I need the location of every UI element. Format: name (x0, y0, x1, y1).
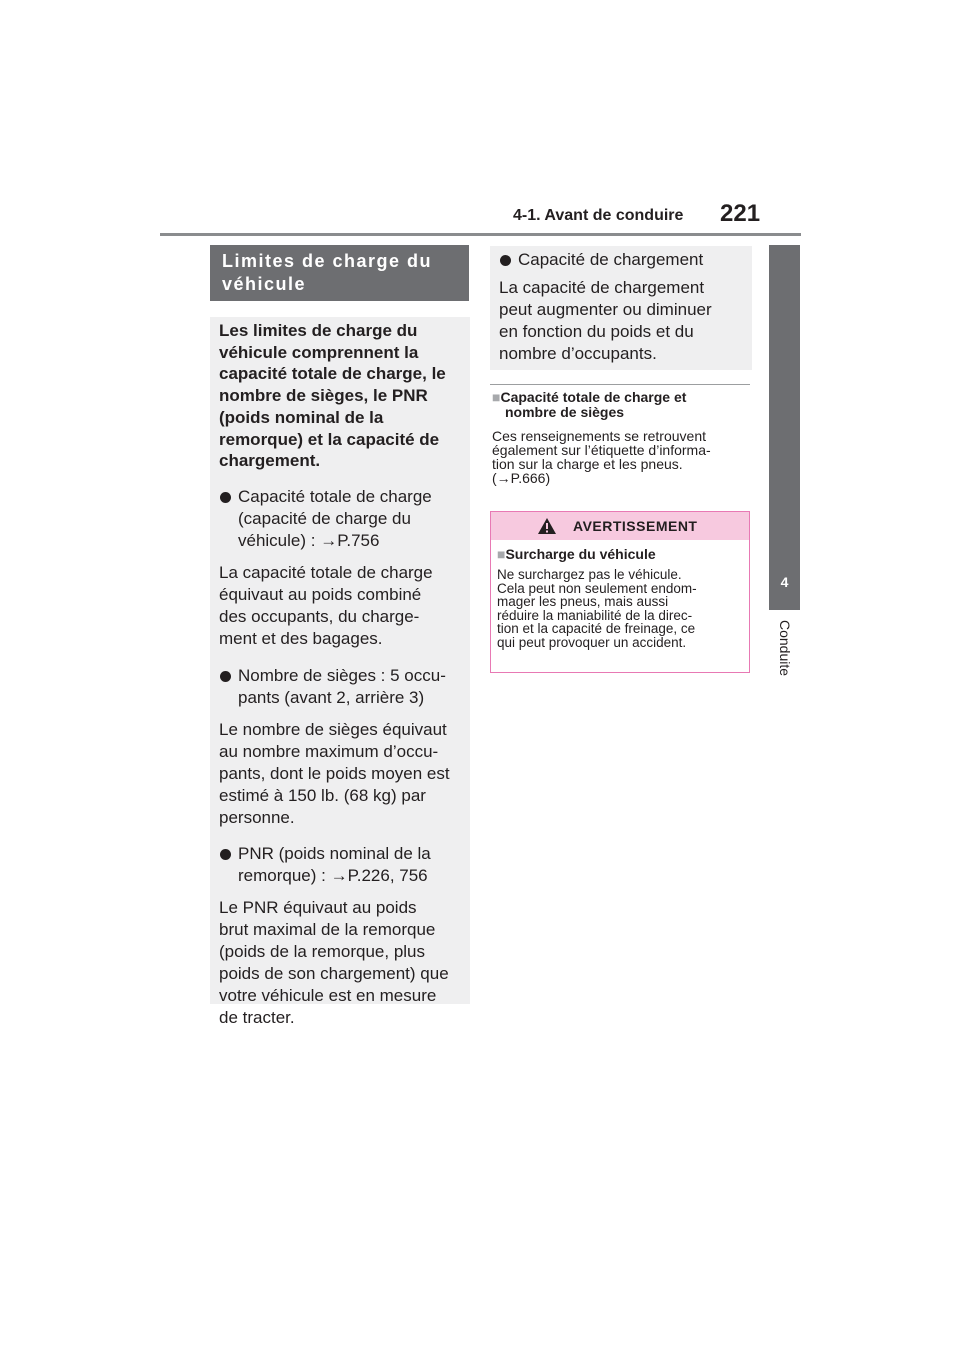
warning-triangle-icon (537, 517, 557, 535)
body-text: Le nombre de sièges équivaut au nombre maximum d’occu- pants, dont le poids moyen est estimé à 150 lb. (68 kg) par personne. (219, 719, 450, 827)
bullet-dot-icon (220, 671, 231, 682)
bullet-dot-icon (220, 849, 231, 860)
subsection-text: Ces renseignements se retrouvent également sur l’étiquette d’informa- tion sur la charge et les pneus. (→P.666) (492, 428, 711, 486)
section-heading-text (222, 250, 461, 296)
bullet-item: Nombre de sièges : 5 occu- pants (avant 2, arrière 3) (219, 665, 467, 709)
square-bullet-icon: ■ (497, 546, 506, 562)
subsection-title: ■Capacité totale de charge et nombre de sièges (492, 389, 687, 420)
warning-body (497, 546, 747, 649)
body-text: La capacité de chargement peut augmenter ou diminuer en fonction du poids et du nombre d’occupants. (499, 278, 712, 363)
warning-title: AVERTISSEMENT (573, 518, 698, 534)
body-text: La capacité totale de charge équivaut au poids combiné des occupants, du charge- ment et des bagages. (219, 562, 433, 648)
bullet-item: PNR (poids nominal de la remorque) : →P.226, 756 (219, 843, 467, 887)
section-heading-line: véhicule (222, 274, 307, 294)
load-limits-box (210, 317, 470, 1027)
warning-box (490, 511, 750, 673)
chapter-label (770, 620, 800, 690)
bullet-item: Capacité de chargement (499, 249, 747, 271)
warning-header (491, 512, 749, 540)
cargo-capacity-box (490, 246, 752, 370)
intro-text: Les limites de charge du véhicule comprennent la capacité totale de charge, le nombre de sièges, le PNR (poids nominal de la remorque) et la capacité de chargement. (219, 321, 446, 471)
section-heading-line: Limites de charge du (222, 251, 433, 271)
chapter-number: 4 (780, 574, 789, 590)
page-number: 221 (720, 200, 761, 227)
warning-text: Ne surchargez pas le véhicule. Cela peut non seulement endom- mager les pneus, mais aussi réduire la maniabilité de la direc- tion et la capacité de freinage, ce qui peut provoquer un accident. (497, 567, 697, 650)
bullet-item: Capacité totale de charge (capacité de charge du véhicule) : →P.756 (219, 486, 467, 552)
subsection-divider (490, 384, 750, 385)
bullet-dot-icon (220, 492, 231, 503)
body-text: Le PNR équivaut au poids brut maximal de la remorque (poids de la remorque, plus poids de son chargement) que votre véhicule est en mesure de tracter. (219, 897, 449, 1027)
section-heading (210, 245, 469, 301)
chapter-tab (769, 245, 800, 610)
chapter-label-text: Conduite (777, 620, 793, 677)
section-title: 4-1. Avant de conduire (513, 207, 684, 224)
warning-subtitle: ■Surcharge du véhicule (497, 546, 656, 562)
header-divider (160, 233, 801, 236)
square-bullet-icon: ■ (492, 389, 501, 405)
bullet-dot-icon (500, 255, 511, 266)
